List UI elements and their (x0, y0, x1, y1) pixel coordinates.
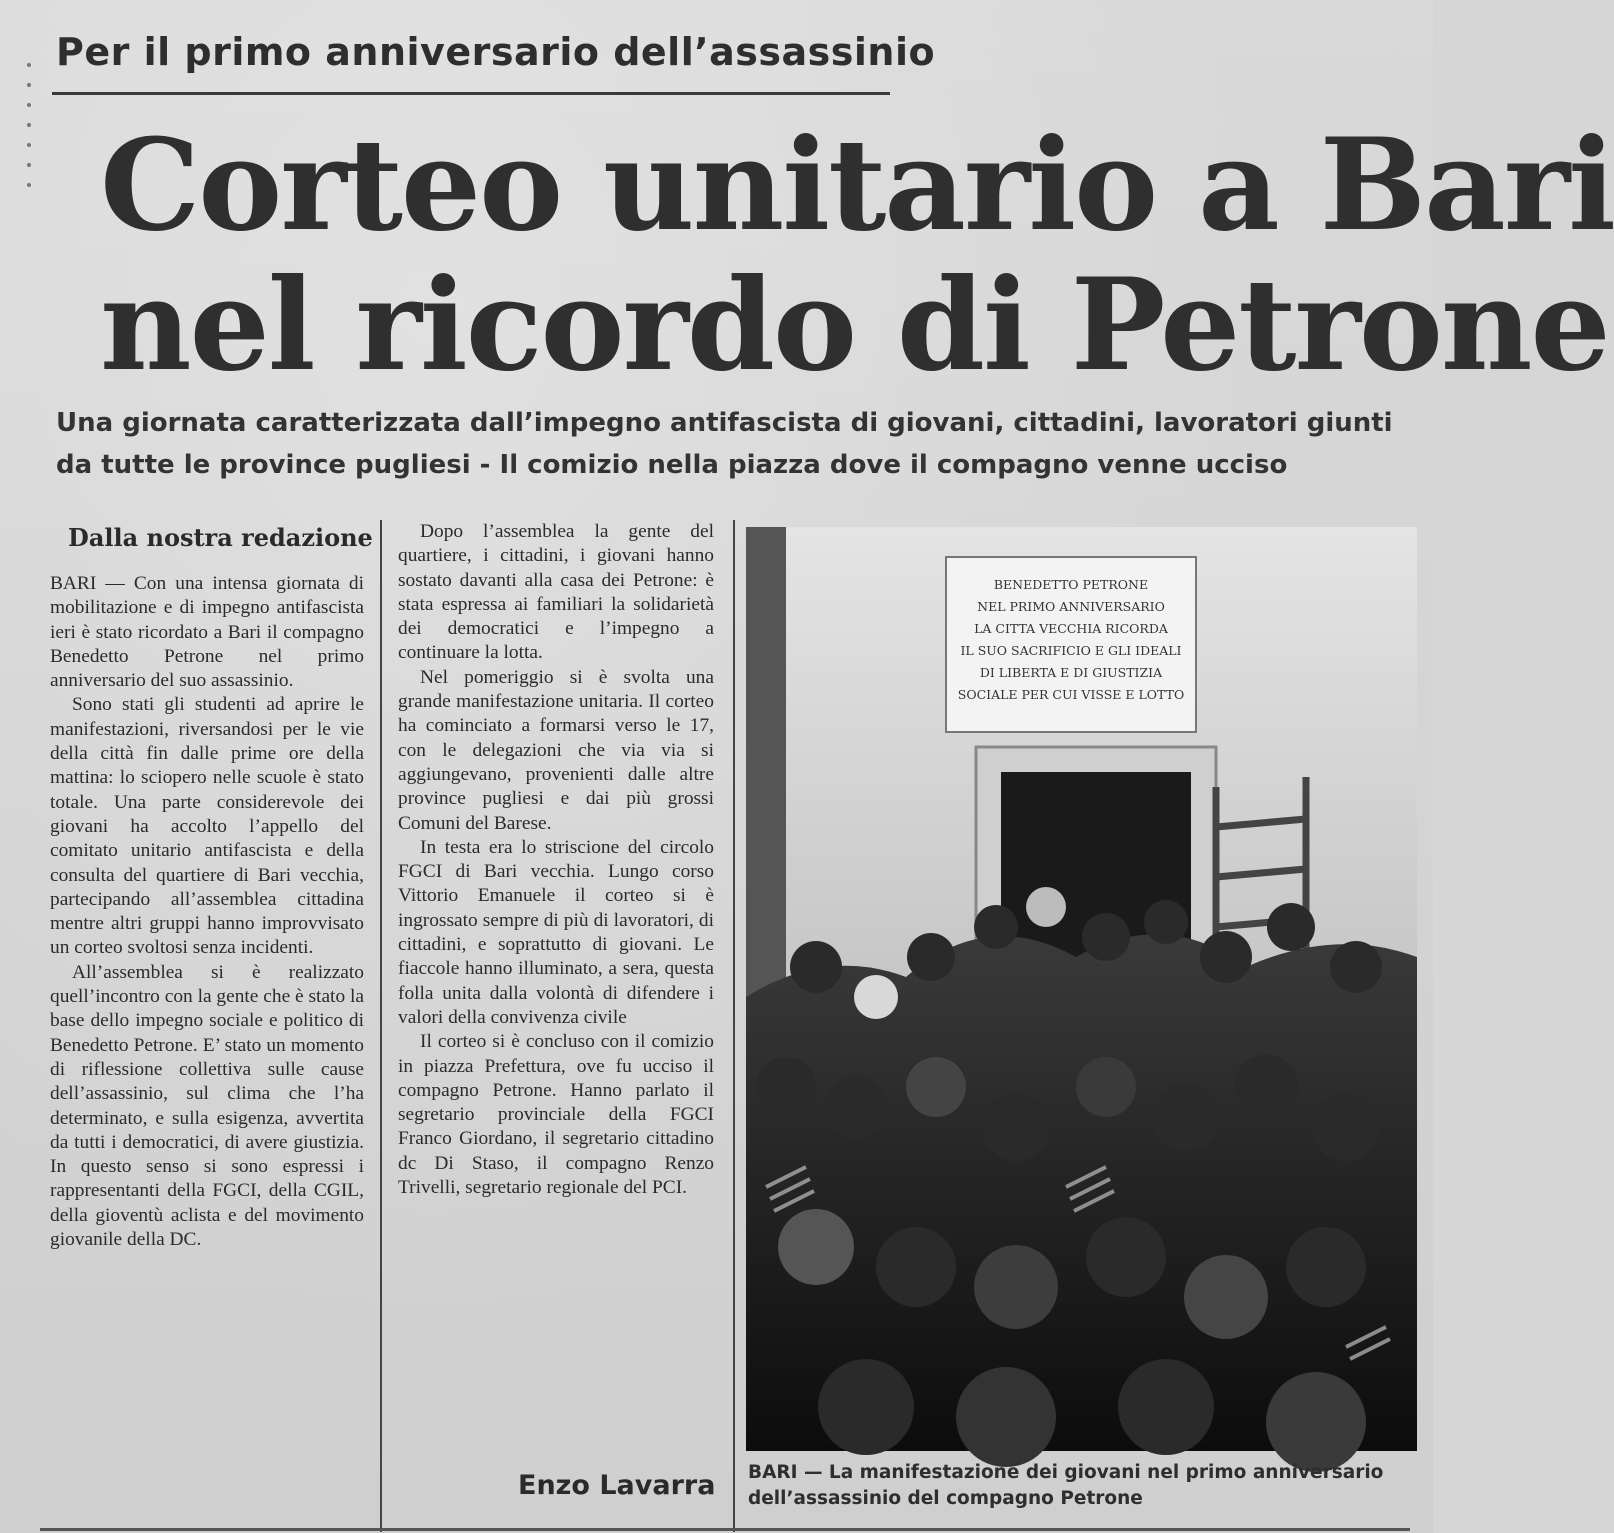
paragraph: All’assemblea si è realizzato quell’incontro con la gente che è stato la base dello impegno sociale e politico di Benedetto Petrone. E’ stato un momento di riflessione collettiva sulle cause dell’assassinio, sul clima che l’ha determinato, e sulla esigenza, avvertita da tutti i democratici, di avere giustizia. In questo senso si sono espressi i rappresentanti della FGCI, della CGIL, della gioventù aclista e del movimento giovanile della DC. (50, 961, 364, 1251)
column-divider (380, 520, 382, 1532)
headline-line-1: Corteo unitario a Bari (100, 111, 1614, 259)
paragraph: Dopo l’assemblea la gente del quartiere, i cittadini, i giovani hanno sostato davanti alla casa dei Petrone: è stata espressa ai familiari la solidarietà dei democratici e l’impegno a continuare la lotta. (398, 521, 714, 664)
bottom-rule (40, 1528, 1410, 1531)
paragraph: In testa era lo striscione del circolo FGCI di Bari vecchia. Lungo corso Vittorio Emanuele il corteo si è ingrossato sempre di più di lavoratori, di cittadini, e soprattutto di giovani. Le fiaccole hanno illuminato, a sera, questa folla unita dalla volontà di difendere i valori della convivenza civile (398, 836, 714, 1028)
plaque-line: BENEDETTO PETRONE (993, 577, 1149, 592)
headline-line-2: nel ricordo di Petrone (100, 251, 1609, 399)
column-divider (733, 520, 735, 1532)
article-column-1 (50, 572, 364, 1252)
author-signature: Enzo Lavarra (518, 1470, 716, 1501)
news-photo (746, 527, 1417, 1451)
article-column-2 (398, 520, 714, 1200)
photo-crowd-illustration (746, 527, 1417, 1451)
paragraph: Sono stati gli studenti ad aprire le manifestazioni, riversandosi per le vie della città fin dalle prime ore della mattina: lo sciopero nelle scuole è stato totale. Una parte considerevole dei giovani ha accolto l’appello del comitato unitario antifascista e della consulta del quartiere di Bari vecchia, partecipando all’assemblea cittadina mentre altri gruppi hanno improvvisato un corteo svoltosi senza incidenti. (50, 694, 364, 959)
plaque-line: SOCIALE PER CUI VISSE E LOTTO (957, 687, 1185, 702)
margin-perforation (24, 60, 34, 200)
subhead: Una giornata caratterizzata dall’impegno antifascista di giovani, cittadini, lavoratori giunti da tutte le province pugliesi - Il comizio nella piazza dove il compagno venne ucciso (56, 408, 1393, 480)
dateline-heading: Dalla nostra redazione (68, 523, 373, 552)
plaque-line: IL SUO SACRIFICIO E GLI IDEALI (960, 643, 1182, 658)
plaque-line: LA CITTA VECCHIA RICORDA (974, 621, 1168, 636)
paragraph: Il corteo si è concluso con il comizio in piazza Prefettura, ove fu ucciso il compagno Petrone. Hanno parlato il segretario provinciale della FGCI Franco Giordano, il segretario cittadino dc Di Staso, il compagno Renzo Trivelli, segretario regionale del PCI. (398, 1031, 714, 1199)
photo-caption: BARI — La manifestazione dei giovani nel primo anniversario dell’assassinio del compagno Petrone (748, 1462, 1384, 1509)
kicker-rule (52, 92, 890, 95)
kicker: Per il primo anniversario dell’assassinio (56, 30, 936, 74)
paragraph: Nel pomeriggio si è svolta una grande manifestazione unitaria. Il corteo ha cominciato a formarsi verso le 17, con le delegazioni che via via si aggiungevano, provenienti dalle altre province pugliesi e dai più grossi Comuni del Barese. (398, 666, 714, 834)
plaque-line: DI LIBERTA E DI GIUSTIZIA (979, 665, 1163, 680)
plaque-line: NEL PRIMO ANNIVERSARIO (977, 599, 1165, 614)
paragraph: BARI — Con una intensa giornata di mobilitazione e di impegno antifascista ieri è stato ricordato a Bari il compagno Benedetto Petrone nel primo anniversario del suo assassinio. (50, 573, 364, 692)
